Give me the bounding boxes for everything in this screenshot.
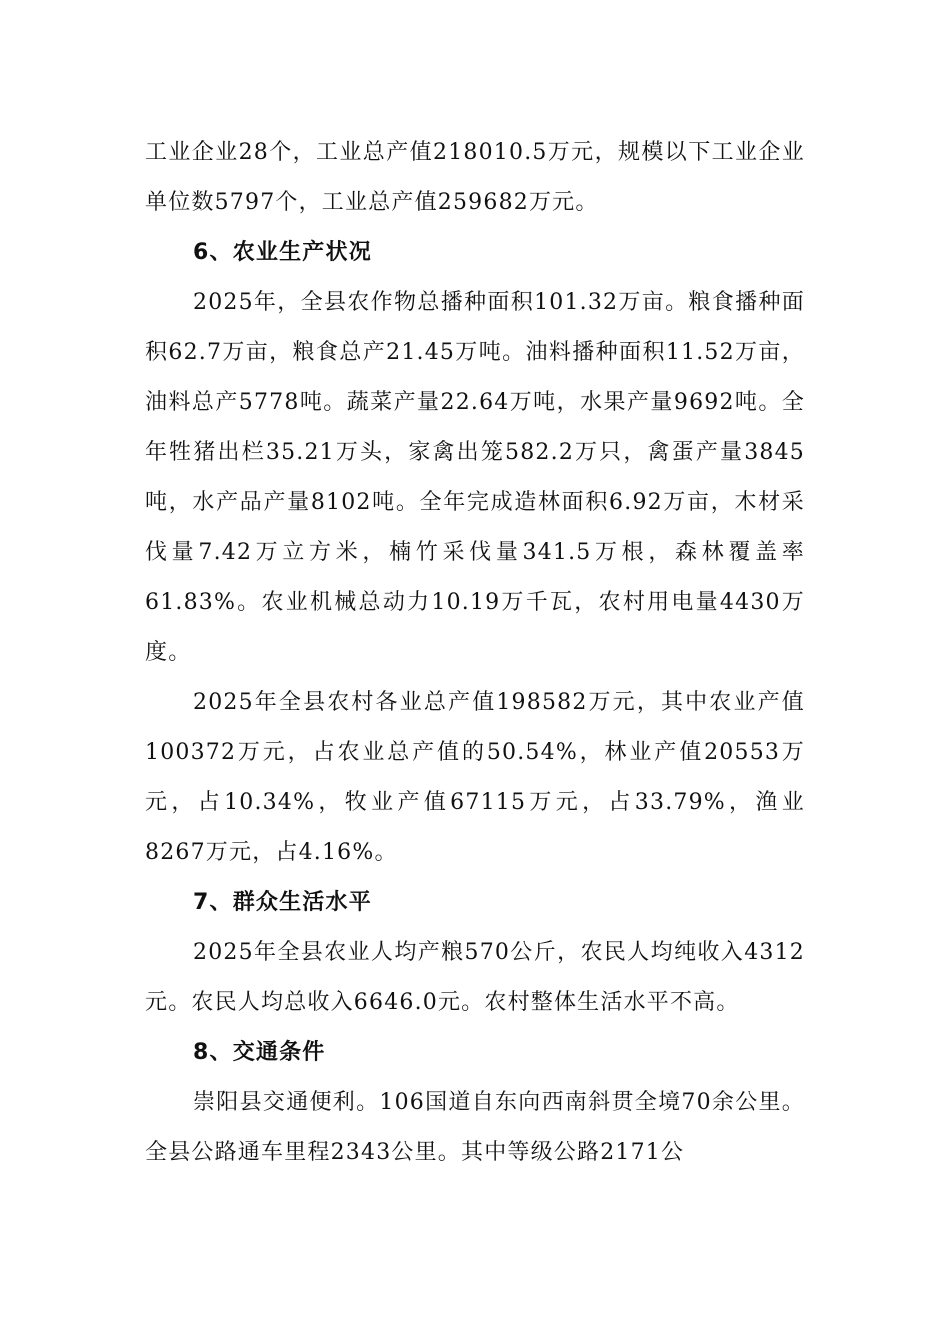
paragraph-transportation: 崇阳县交通便利。106国道自东向西南斜贯全境70余公里。全县公路通车里程2343公里。其中等级公路2171公: [145, 1090, 805, 1165]
document-body: [145, 128, 805, 1178]
paragraph-rural-output-value: 2025年全县农村各业总产值198582万元，其中农业产值100372万元，占农业总产值的50.54%，林业产值20553万元，占10.34%，牧业产值67115万元，占33.79%，渔业8267万元，占4.16%。: [145, 690, 805, 865]
heading-transportation: 8、交通条件: [193, 1040, 326, 1065]
paragraph-agricultural-production: 2025年，全县农作物总播种面积101.32万亩。粮食播种面积62.7万亩，粮食总产21.45万吨。油料播种面积11.52万亩，油料总产5778吨。蔬菜产量22.64万吨，水果产量9692吨。全年牲猪出栏35.21万头，家禽出笼582.2万只，禽蛋产量3845吨，水产品产量8102吨。全年完成造林面积6.92万亩，木材采伐量7.42万立方米，楠竹采伐量341.5万根，森林覆盖率61.83%。农业机械总动力10.19万千瓦，农村用电量4430万度。: [145, 290, 805, 665]
heading-living-standard: 7、群众生活水平: [193, 890, 372, 915]
heading-agricultural-production: 6、农业生产状况: [193, 240, 372, 265]
paragraph-living-standard: 2025年全县农业人均产粮570公斤，农民人均纯收入4312元。农民人均总收入6646.0元。农村整体生活水平不高。: [145, 940, 805, 1015]
paragraph-industry-continued: 工业企业28个，工业总产值218010.5万元，规模以下工业企业单位数5797个，工业总产值259682万元。: [145, 140, 805, 215]
